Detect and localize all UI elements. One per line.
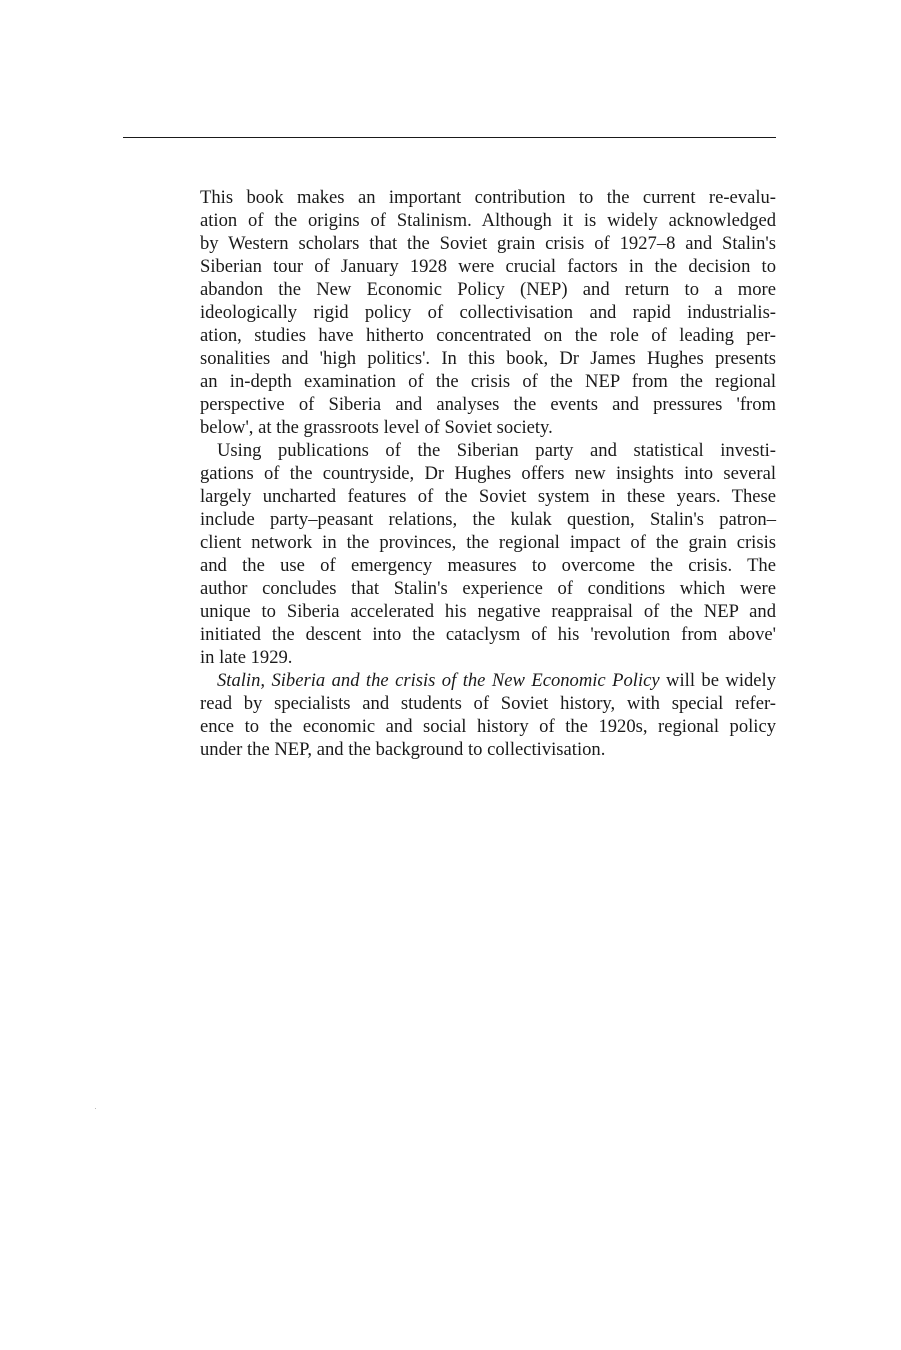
text-line: and the use of emergency measures to overcome the crisis. The	[200, 555, 776, 576]
text-line: include party–peasant relations, the kulak question, Stalin's patron–	[200, 509, 776, 530]
text-line: client network in the provinces, the regional impact of the grain crisis	[200, 532, 776, 553]
text-line: ation, studies have hitherto concentrated on the role of leading per-	[200, 325, 776, 346]
text-line: read by specialists and students of Soviet history, with special refer-	[200, 693, 776, 714]
scan-speck	[95, 1108, 96, 1109]
text-line: Siberian tour of January 1928 were crucial factors in the decision to	[200, 256, 776, 277]
text-line: an in-depth examination of the crisis of the NEP from the regional	[200, 371, 776, 392]
book-title: Stalin, Siberia and the crisis of the New Economic Policy	[217, 670, 660, 691]
text-line: abandon the New Economic Policy (NEP) and return to a more	[200, 279, 776, 300]
text-line: under the NEP, and the background to collectivisation.	[200, 739, 606, 760]
text-line: by Western scholars that the Soviet grain crisis of 1927–8 and Stalin's	[200, 233, 776, 254]
text-line: in late 1929.	[200, 647, 293, 668]
text-line: Using publications of the Siberian party and statistical investi-	[217, 440, 776, 461]
paragraph-2	[200, 439, 776, 669]
text-line: initiated the descent into the cataclysm of his 'revolution from above'	[200, 624, 776, 645]
text-line: ence to the economic and social history of the 1920s, regional policy	[200, 716, 776, 737]
text-line: ation of the origins of Stalinism. Although it is widely acknowledged	[200, 210, 776, 231]
text-fragment: will be widely	[659, 670, 777, 691]
text-line: ideologically rigid policy of collectivisation and rapid industrialis-	[200, 302, 776, 323]
text-line: author concludes that Stalin's experience of conditions which were	[200, 578, 776, 599]
text-line: gations of the countryside, Dr Hughes offers new insights into several	[200, 463, 776, 484]
book-blurb	[200, 186, 776, 761]
text-line: unique to Siberia accelerated his negative reappraisal of the NEP and	[200, 601, 776, 622]
text-line: below', at the grassroots level of Soviet society.	[200, 417, 553, 438]
paragraph-1	[200, 186, 776, 439]
top-rule	[123, 137, 776, 138]
text-line: This book makes an important contribution to the current re-evalu-	[200, 187, 776, 208]
text-line: largely uncharted features of the Soviet system in these years. These	[200, 486, 776, 507]
paragraph-3	[200, 669, 776, 761]
text-line: perspective of Siberia and analyses the events and pressures 'from	[200, 394, 776, 415]
text-line: sonalities and 'high politics'. In this book, Dr James Hughes presents	[200, 348, 776, 369]
text-line	[200, 669, 776, 692]
